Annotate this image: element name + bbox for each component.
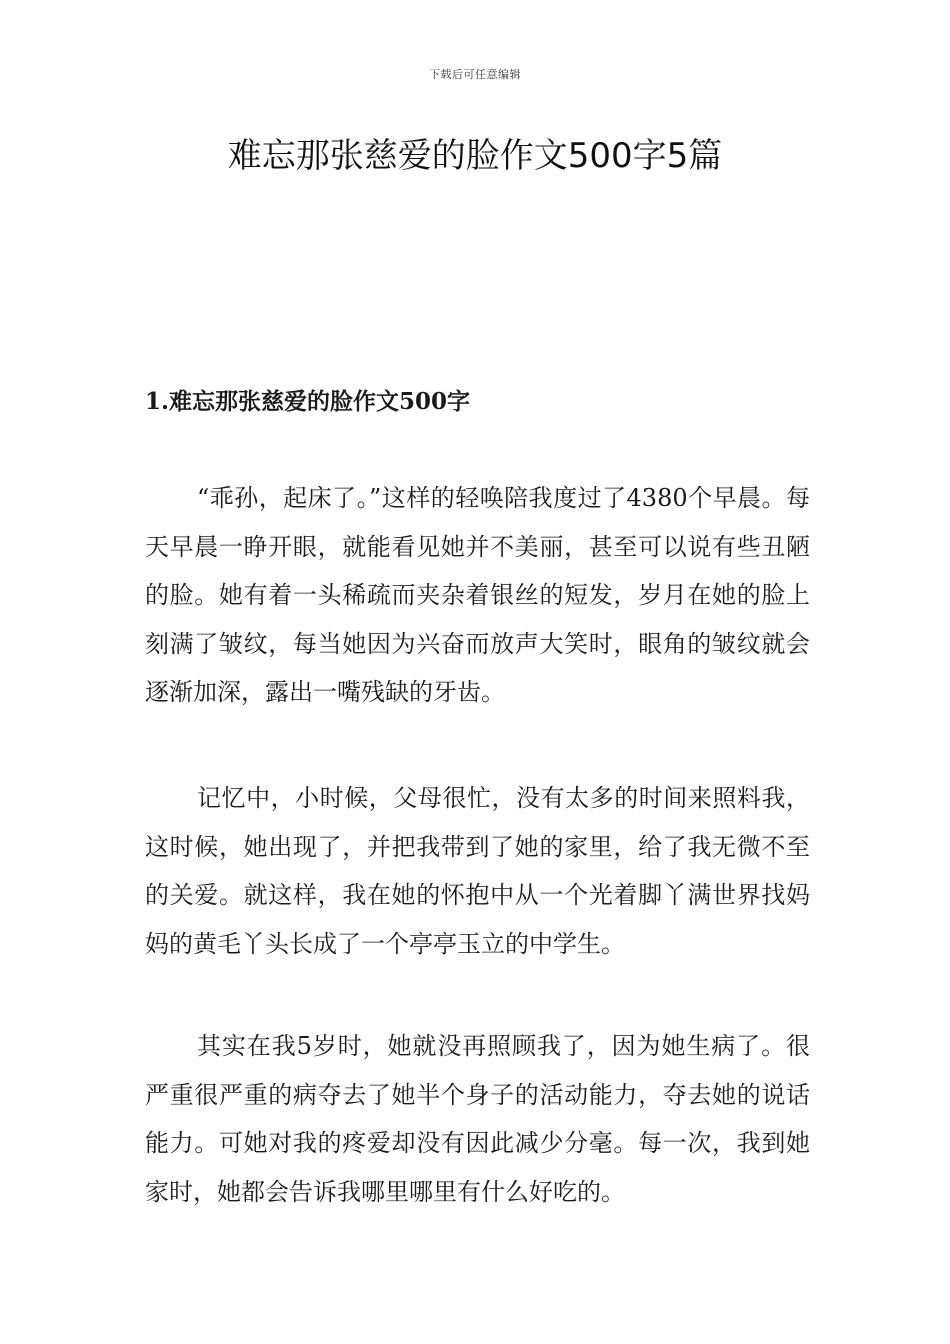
paragraph-3: 其实在我5岁时，她就没再照顾我了，因为她生病了。很严重很严重的病夺去了她半个身子的活动能力，夺去她的说话能力。可她对我的疼爱却没有因此减少分毫。每一次，我到她家时，她都会告诉我哪里哪里有什么好吃的。 [145,1032,810,1206]
paragraph-2: 记忆中，小时候，父母很忙，没有太多的时间来照料我，这时候，她出现了，并把我带到了她的家里，给了我无微不至的关爱。就这样，我在她的怀抱中从一个光着脚丫满世界找妈妈的黄毛丫头长成了一个亭亭玉立的中学生。 [145,784,810,958]
paragraph-1: “乖孙，起床了。”这样的轻唤陪我度过了4380个早晨。每天早晨一睁开眼，就能看见她并不美丽，甚至可以说有些丑陋的脸。她有着一头稀疏而夹杂着银丝的短发，岁月在她的脸上刻满了皱纹，每当她因为兴奋而放声大笑时，眼角的皱纹就会逐渐加深，露出一嘴残缺的牙齿。 [145,484,810,707]
page-header-note: 下载后可任意编辑 [429,68,521,81]
document-title: 难忘那张慈爱的脸作文500字5篇 [227,136,723,176]
section-heading: 1.难忘那张慈爱的脸作文500字 [145,388,471,415]
